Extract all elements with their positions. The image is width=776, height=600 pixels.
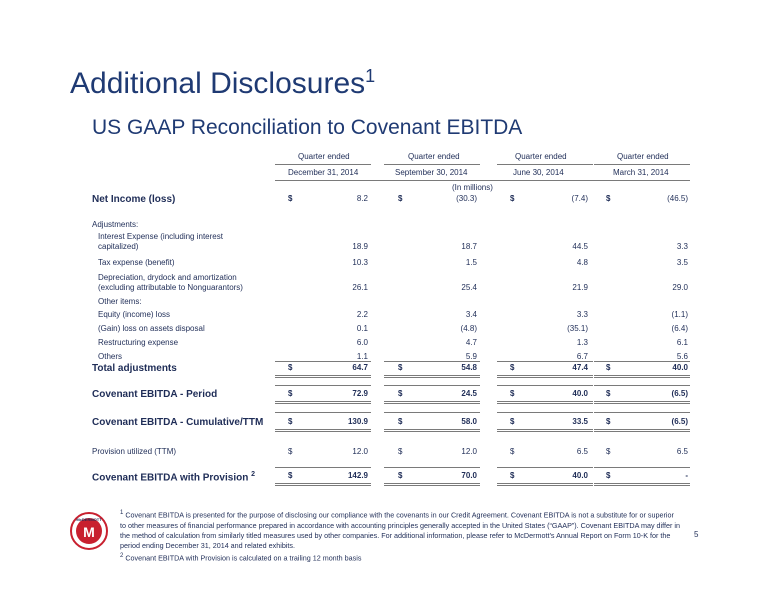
cell-value: 26.1 <box>352 283 368 292</box>
header-rule <box>594 164 690 165</box>
row-label: capitalized) <box>98 242 139 251</box>
cell-value: (6.5) <box>671 417 688 426</box>
cell-value: 2.2 <box>356 310 368 319</box>
cell-value: 0.1 <box>356 324 368 333</box>
cell-value: 72.9 <box>352 389 368 398</box>
dollar-sign: $ <box>288 471 293 480</box>
dollar-sign: $ <box>288 363 293 372</box>
total-rule <box>275 483 371 486</box>
subtotal-rule <box>275 467 371 468</box>
cell-value: 3.3 <box>676 242 688 251</box>
row-label: Other items: <box>98 297 142 306</box>
subtotal-rule <box>497 467 593 468</box>
dollar-sign: $ <box>606 417 611 426</box>
cell-value: - <box>685 471 688 480</box>
col-header-3-date: June 30, 2014 <box>513 168 564 177</box>
subtotal-rule <box>275 412 371 413</box>
cell-value: (1.1) <box>671 310 688 319</box>
dollar-sign: $ <box>288 417 293 426</box>
subtotal-rule <box>497 361 593 362</box>
total-rule <box>275 401 371 404</box>
page-subtitle: US GAAP Reconciliation to Covenant EBITDA <box>92 116 523 139</box>
subtotal-rule <box>594 385 690 386</box>
dollar-sign: $ <box>510 389 515 398</box>
units-label: (In millions) <box>452 183 493 192</box>
subtotal-rule <box>384 385 480 386</box>
footnote-2: $^2$ Covenant EBITDA with Provision is calculated on a trailing 12 month basis <box>120 553 362 563</box>
col-header-1-top: Quarter ended <box>298 152 350 161</box>
subtotal-rule <box>275 385 371 386</box>
header-rule <box>275 164 371 165</box>
cell-value: (4.8) <box>460 324 477 333</box>
dollar-sign: $ <box>398 417 403 426</box>
row-label: Covenant EBITDA with Provision $^2$ <box>92 471 255 484</box>
cell-value: 29.0 <box>672 283 688 292</box>
total-rule <box>497 401 593 404</box>
row-label: Restructuring expense <box>98 338 179 347</box>
row-label: Others <box>98 352 123 361</box>
total-rule <box>384 375 480 378</box>
total-rule <box>275 429 371 432</box>
footnote-1: $^1$ Covenant EBITDA is presented for the purpose of disclosing our compliance with the covenants in our Credit Agreement. Covenant EBITDA is not a substitute for or superior to other measures of financial performance prepared in accordance with accounting principles generally accepted in the United States (“GAAP”). Covenant EBITDA may differ in the method of calculation from similarly titled measures used by other companies. For additional information, please refer to McDermott’s Annual Report on Form 10-K for the period ending December 31, 2014 and related exhibits. <box>120 510 680 550</box>
cell-value: 6.1 <box>676 338 688 347</box>
dollar-sign: $ <box>510 471 515 480</box>
cell-value: 8.2 <box>356 194 368 203</box>
cell-value: 1.5 <box>465 258 477 267</box>
col-header-2-date: September 30, 2014 <box>395 168 468 177</box>
cell-value: 54.8 <box>461 363 477 372</box>
subtotal-rule <box>594 412 690 413</box>
total-rule <box>384 483 480 486</box>
cell-value: 4.8 <box>576 258 588 267</box>
subtotal-rule <box>594 361 690 362</box>
cell-value: 4.7 <box>465 338 477 347</box>
subtotal-rule <box>384 361 480 362</box>
row-label: Tax expense (benefit) <box>98 258 175 267</box>
cell-value: 64.7 <box>352 363 368 372</box>
cell-value: 6.5 <box>576 447 588 456</box>
header-rule <box>384 164 480 165</box>
cell-value: 3.3 <box>576 310 588 319</box>
mcdermott-logo <box>70 512 108 550</box>
dollar-sign: $ <box>606 471 611 480</box>
total-rule <box>594 401 690 404</box>
dollar-sign: $ <box>398 447 403 456</box>
cell-value: 10.3 <box>352 258 368 267</box>
cell-value: 3.5 <box>676 258 688 267</box>
total-rule <box>275 375 371 378</box>
cell-value: 47.4 <box>572 363 588 372</box>
row-label: Covenant EBITDA - Period <box>92 389 218 400</box>
cell-value: 21.9 <box>572 283 588 292</box>
dollar-sign: $ <box>606 363 611 372</box>
cell-value: (30.3) <box>456 194 477 203</box>
row-label: Covenant EBITDA - Cumulative/TTM <box>92 417 264 428</box>
row-label: Depreciation, drydock and amortization <box>98 273 237 282</box>
cell-value: (6.4) <box>671 324 688 333</box>
subtotal-rule <box>594 467 690 468</box>
total-rule <box>497 375 593 378</box>
col-header-2-top: Quarter ended <box>408 152 460 161</box>
cell-value: 33.5 <box>572 417 588 426</box>
row-label: Net Income (loss) <box>92 194 176 205</box>
dollar-sign: $ <box>606 389 611 398</box>
total-rule <box>594 483 690 486</box>
total-rule <box>594 375 690 378</box>
page-title: Additional Disclosures$^1$ <box>70 66 376 100</box>
page-number: 5 <box>694 530 699 539</box>
cell-value: 6.0 <box>356 338 368 347</box>
dollar-sign: $ <box>288 194 293 203</box>
cell-value: 58.0 <box>461 417 477 426</box>
cell-value: 1.3 <box>576 338 588 347</box>
cell-value: 130.9 <box>347 417 368 426</box>
subtotal-rule <box>497 385 593 386</box>
cell-value: 5.6 <box>676 352 688 361</box>
total-rule <box>497 429 593 432</box>
cell-value: (7.4) <box>571 194 588 203</box>
total-rule <box>384 401 480 404</box>
total-rule <box>384 429 480 432</box>
cell-value: 5.9 <box>465 352 477 361</box>
cell-value: 40.0 <box>572 389 588 398</box>
dollar-sign: $ <box>398 194 403 203</box>
subtotal-rule <box>275 361 371 362</box>
logo-wordmark: McDERMOTT <box>76 517 102 522</box>
cell-value: 40.0 <box>572 471 588 480</box>
cell-value: 6.5 <box>676 447 688 456</box>
col-header-3-top: Quarter ended <box>515 152 567 161</box>
row-label: Equity (income) loss <box>98 310 171 319</box>
cell-value: 12.0 <box>352 447 368 456</box>
cell-value: 12.0 <box>461 447 477 456</box>
row-label: (excluding attributable to Nonguarantors) <box>98 283 243 292</box>
col-header-4-date: March 31, 2014 <box>613 168 669 177</box>
dollar-sign: $ <box>606 447 611 456</box>
header-rule <box>275 180 690 181</box>
dollar-sign: $ <box>398 389 403 398</box>
cell-value: (46.5) <box>667 194 688 203</box>
dollar-sign: $ <box>288 447 293 456</box>
logo-letter: M <box>83 524 95 540</box>
cell-value: 6.7 <box>576 352 588 361</box>
row-label: Total adjustments <box>92 363 177 374</box>
subtotal-rule <box>384 467 480 468</box>
cell-value: 70.0 <box>461 471 477 480</box>
cell-value: 44.5 <box>572 242 588 251</box>
dollar-sign: $ <box>510 417 515 426</box>
dollar-sign: $ <box>510 194 515 203</box>
row-label: Provision utilized (TTM) <box>92 447 177 456</box>
cell-value: 25.4 <box>461 283 477 292</box>
col-header-1-date: December 31, 2014 <box>288 168 359 177</box>
dollar-sign: $ <box>398 363 403 372</box>
cell-value: 142.9 <box>347 471 368 480</box>
subtotal-rule <box>384 412 480 413</box>
dollar-sign: $ <box>510 363 515 372</box>
footnotes <box>120 508 680 564</box>
total-rule <box>594 429 690 432</box>
cell-value: 40.0 <box>672 363 688 372</box>
col-header-4-top: Quarter ended <box>617 152 669 161</box>
header-rule <box>497 164 593 165</box>
dollar-sign: $ <box>398 471 403 480</box>
dollar-sign: $ <box>288 389 293 398</box>
cell-value: (6.5) <box>671 389 688 398</box>
subtotal-rule <box>497 412 593 413</box>
cell-value: 24.5 <box>461 389 477 398</box>
row-label: Interest Expense (including interest <box>98 232 223 241</box>
row-label: Adjustments: <box>92 220 139 229</box>
dollar-sign: $ <box>510 447 515 456</box>
total-rule <box>497 483 593 486</box>
cell-value: 1.1 <box>356 352 368 361</box>
row-label: (Gain) loss on assets disposal <box>98 324 205 333</box>
dollar-sign: $ <box>606 194 611 203</box>
cell-value: (35.1) <box>567 324 588 333</box>
cell-value: 18.9 <box>352 242 368 251</box>
cell-value: 18.7 <box>461 242 477 251</box>
cell-value: 3.4 <box>465 310 477 319</box>
